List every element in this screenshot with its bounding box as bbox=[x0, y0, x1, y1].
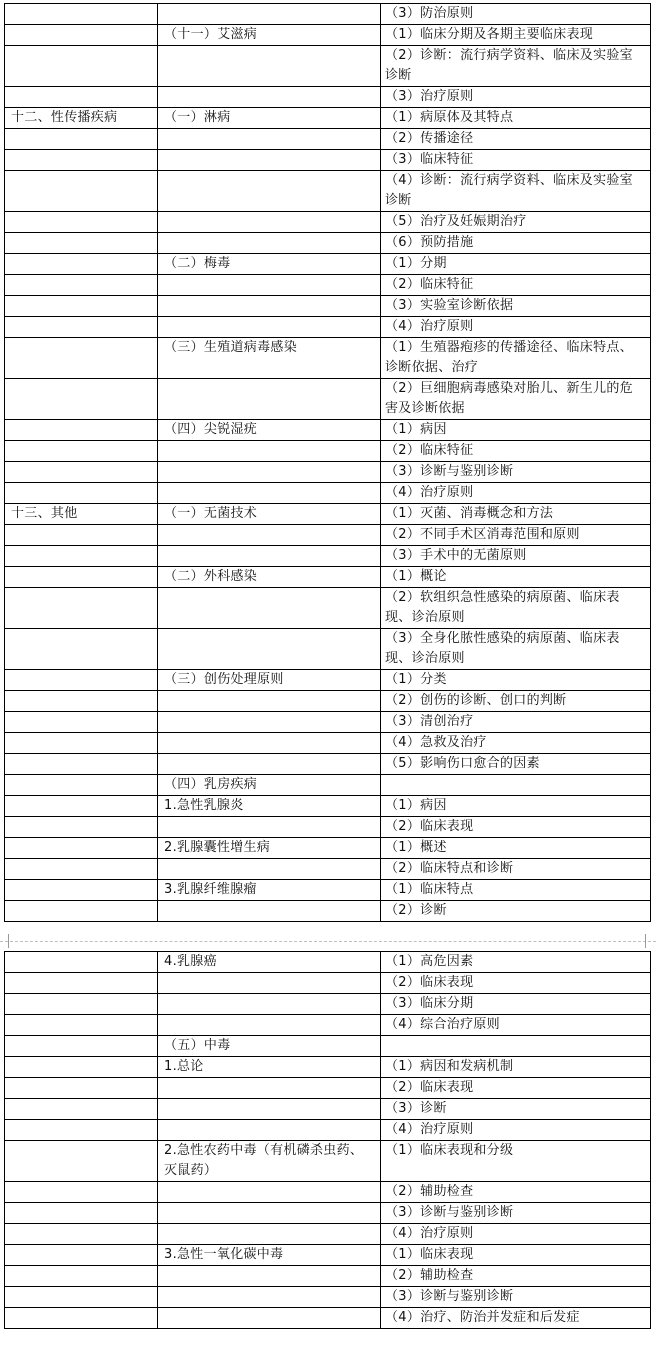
subtopic-cell: （3）实验室诊断依据 bbox=[381, 296, 651, 317]
category-cell bbox=[5, 691, 158, 712]
topic-cell: （二）梅毒 bbox=[158, 254, 381, 275]
table-row bbox=[5, 546, 651, 567]
table-row bbox=[5, 1057, 651, 1078]
category-cell bbox=[5, 317, 158, 338]
topic-cell bbox=[158, 441, 381, 462]
subtopic-cell: （1）病原体及其特点 bbox=[381, 108, 651, 129]
table-row bbox=[5, 483, 651, 504]
subtopic-cell: （1）临床特点 bbox=[381, 880, 651, 901]
subtopic-cell: （2）传播途径 bbox=[381, 129, 651, 150]
category-cell bbox=[5, 1141, 158, 1182]
subtopic-cell: （4）诊断：流行病学资料、临床及实验室诊断 bbox=[381, 171, 651, 212]
subtopic-cell: （3）临床特征 bbox=[381, 150, 651, 171]
table-row bbox=[5, 880, 651, 901]
subtopic-cell: （2）临床特点和诊断 bbox=[381, 859, 651, 880]
topic-cell: （四）乳房疾病 bbox=[158, 775, 381, 796]
subtopic-cell: （1）高危因素 bbox=[381, 952, 651, 973]
topic-cell bbox=[158, 483, 381, 504]
subtopic-cell: （2）临床表现 bbox=[381, 817, 651, 838]
subtopic-cell: （3）全身化脓性感染的病原菌、临床表现、诊治原则 bbox=[381, 629, 651, 670]
table-row bbox=[5, 296, 651, 317]
category-cell bbox=[5, 462, 158, 483]
table-row bbox=[5, 441, 651, 462]
table-row bbox=[5, 171, 651, 212]
category-cell bbox=[5, 1203, 158, 1224]
subtopic-cell: （2）临床表现 bbox=[381, 1078, 651, 1099]
table-row bbox=[5, 317, 651, 338]
subtopic-cell: （2）创伤的诊断、创口的判断 bbox=[381, 691, 651, 712]
category-cell bbox=[5, 952, 158, 973]
category-cell bbox=[5, 1099, 158, 1120]
subtopic-cell: （2）临床特征 bbox=[381, 441, 651, 462]
category-cell bbox=[5, 129, 158, 150]
category-cell bbox=[5, 838, 158, 859]
topic-cell bbox=[158, 1266, 381, 1287]
subtopic-cell: （1）病因和发病机制 bbox=[381, 1057, 651, 1078]
topic-cell bbox=[158, 901, 381, 922]
topic-cell: 1.总论 bbox=[158, 1057, 381, 1078]
table-body bbox=[5, 952, 651, 1329]
table-row bbox=[5, 973, 651, 994]
topic-cell bbox=[158, 317, 381, 338]
subtopic-cell: （3）诊断 bbox=[381, 1099, 651, 1120]
table-row bbox=[5, 1245, 651, 1266]
topic-cell bbox=[158, 275, 381, 296]
category-cell bbox=[5, 567, 158, 588]
category-cell bbox=[5, 817, 158, 838]
topic-cell: 4.乳腺癌 bbox=[158, 952, 381, 973]
subtopic-cell bbox=[381, 1036, 651, 1057]
topic-cell: 2.急性农药中毒（有机磷杀虫药、灭鼠药） bbox=[158, 1141, 381, 1182]
table-row bbox=[5, 901, 651, 922]
category-cell bbox=[5, 859, 158, 880]
subtopic-cell: （1）病因 bbox=[381, 420, 651, 441]
topic-cell bbox=[158, 212, 381, 233]
subtopic-cell: （2）巨细胞病毒感染对胎儿、新生儿的危害及诊断依据 bbox=[381, 379, 651, 420]
table-row bbox=[5, 46, 651, 87]
table-row bbox=[5, 129, 651, 150]
category-cell bbox=[5, 483, 158, 504]
topic-cell bbox=[158, 87, 381, 108]
table-row bbox=[5, 1036, 651, 1057]
topic-cell bbox=[158, 379, 381, 420]
category-cell bbox=[5, 901, 158, 922]
topic-cell: （三）创伤处理原则 bbox=[158, 670, 381, 691]
subtopic-cell: （3）临床分期 bbox=[381, 994, 651, 1015]
table-row bbox=[5, 525, 651, 546]
table-row bbox=[5, 754, 651, 775]
category-cell: 十三、其他 bbox=[5, 504, 158, 525]
table-row bbox=[5, 150, 651, 171]
subtopic-cell: （4）治疗原则 bbox=[381, 317, 651, 338]
category-cell bbox=[5, 733, 158, 754]
subtopic-cell: （2）临床表现 bbox=[381, 973, 651, 994]
table-row bbox=[5, 1203, 651, 1224]
topic-cell bbox=[158, 233, 381, 254]
subtopic-cell: （1）概述 bbox=[381, 838, 651, 859]
category-cell bbox=[5, 588, 158, 629]
topic-cell bbox=[158, 754, 381, 775]
subtopic-cell: （2）诊断 bbox=[381, 901, 651, 922]
table-body bbox=[5, 4, 651, 922]
table-row bbox=[5, 775, 651, 796]
table-row bbox=[5, 338, 651, 379]
table-row bbox=[5, 25, 651, 46]
subtopic-cell: （2）不同手术区消毒范围和原则 bbox=[381, 525, 651, 546]
topic-cell bbox=[158, 973, 381, 994]
category-cell bbox=[5, 1120, 158, 1141]
topic-cell bbox=[158, 629, 381, 670]
topic-cell bbox=[158, 1015, 381, 1036]
topic-cell: （二）外科感染 bbox=[158, 567, 381, 588]
table-row bbox=[5, 859, 651, 880]
topic-cell: 1.急性乳腺炎 bbox=[158, 796, 381, 817]
table-row bbox=[5, 462, 651, 483]
table-row bbox=[5, 817, 651, 838]
subtopic-cell: （1）临床表现和分级 bbox=[381, 1141, 651, 1182]
table-row bbox=[5, 712, 651, 733]
category-cell bbox=[5, 546, 158, 567]
subtopic-cell: （4）治疗原则 bbox=[381, 1120, 651, 1141]
table-row bbox=[5, 4, 651, 25]
subtopic-cell: （1）分类 bbox=[381, 670, 651, 691]
category-cell bbox=[5, 1287, 158, 1308]
category-cell bbox=[5, 379, 158, 420]
topic-cell bbox=[158, 1287, 381, 1308]
page-break-divider bbox=[0, 941, 656, 943]
topic-cell bbox=[158, 994, 381, 1015]
subtopic-cell: （3）清创治疗 bbox=[381, 712, 651, 733]
topic-cell bbox=[158, 1308, 381, 1329]
topic-cell bbox=[158, 1120, 381, 1141]
topic-cell bbox=[158, 733, 381, 754]
topic-cell: （十一）艾滋病 bbox=[158, 25, 381, 46]
table-row bbox=[5, 275, 651, 296]
subtopic-cell: （4）综合治疗原则 bbox=[381, 1015, 651, 1036]
subtopic-cell: （1）生殖器疱疹的传播途径、临床特点、诊断依据、治疗 bbox=[381, 338, 651, 379]
category-cell bbox=[5, 275, 158, 296]
table-row bbox=[5, 420, 651, 441]
category-cell bbox=[5, 796, 158, 817]
category-cell bbox=[5, 254, 158, 275]
subtopic-cell bbox=[381, 775, 651, 796]
table-row bbox=[5, 588, 651, 629]
table-row bbox=[5, 1120, 651, 1141]
topic-cell bbox=[158, 1078, 381, 1099]
topic-cell bbox=[158, 4, 381, 25]
syllabus-table-page-1 bbox=[4, 3, 651, 922]
topic-cell bbox=[158, 525, 381, 546]
topic-cell: （一）无菌技术 bbox=[158, 504, 381, 525]
topic-cell: （四）尖锐湿疣 bbox=[158, 420, 381, 441]
table-row bbox=[5, 212, 651, 233]
topic-cell bbox=[158, 1203, 381, 1224]
table-row bbox=[5, 1182, 651, 1203]
subtopic-cell: （1）分期 bbox=[381, 254, 651, 275]
category-cell bbox=[5, 46, 158, 87]
topic-cell: 2.乳腺囊性增生病 bbox=[158, 838, 381, 859]
syllabus-table-page-2 bbox=[4, 951, 651, 1329]
table-row bbox=[5, 1224, 651, 1245]
topic-cell bbox=[158, 859, 381, 880]
topic-cell bbox=[158, 817, 381, 838]
table-row bbox=[5, 87, 651, 108]
category-cell bbox=[5, 1308, 158, 1329]
category-cell bbox=[5, 754, 158, 775]
category-cell bbox=[5, 1036, 158, 1057]
table-row bbox=[5, 1099, 651, 1120]
topic-cell bbox=[158, 546, 381, 567]
category-cell bbox=[5, 233, 158, 254]
subtopic-cell: （5）治疗及妊娠期治疗 bbox=[381, 212, 651, 233]
table-row bbox=[5, 1266, 651, 1287]
topic-cell: （三）生殖道病毒感染 bbox=[158, 338, 381, 379]
category-cell bbox=[5, 87, 158, 108]
topic-cell: 3.乳腺纤维腺瘤 bbox=[158, 880, 381, 901]
subtopic-cell: （2）软组织急性感染的病原菌、临床表现、诊治原则 bbox=[381, 588, 651, 629]
topic-cell bbox=[158, 129, 381, 150]
topic-cell bbox=[158, 46, 381, 87]
category-cell bbox=[5, 670, 158, 691]
subtopic-cell: （3）诊断与鉴别诊断 bbox=[381, 1287, 651, 1308]
topic-cell bbox=[158, 1099, 381, 1120]
table-row bbox=[5, 952, 651, 973]
table-row bbox=[5, 994, 651, 1015]
page-break-marker bbox=[8, 934, 15, 948]
subtopic-cell: （1）病因 bbox=[381, 796, 651, 817]
subtopic-cell: （3）手术中的无菌原则 bbox=[381, 546, 651, 567]
subtopic-cell: （2）辅助检查 bbox=[381, 1182, 651, 1203]
category-cell bbox=[5, 420, 158, 441]
category-cell bbox=[5, 1245, 158, 1266]
table-row bbox=[5, 1078, 651, 1099]
topic-cell: （一）淋病 bbox=[158, 108, 381, 129]
category-cell bbox=[5, 775, 158, 796]
subtopic-cell: （3）诊断与鉴别诊断 bbox=[381, 462, 651, 483]
table-row bbox=[5, 1287, 651, 1308]
category-cell bbox=[5, 1015, 158, 1036]
topic-cell bbox=[158, 462, 381, 483]
subtopic-cell: （3）诊断与鉴别诊断 bbox=[381, 1203, 651, 1224]
table-row bbox=[5, 796, 651, 817]
topic-cell bbox=[158, 588, 381, 629]
category-cell bbox=[5, 1266, 158, 1287]
table-row bbox=[5, 108, 651, 129]
table-row bbox=[5, 504, 651, 525]
topic-cell: （五）中毒 bbox=[158, 1036, 381, 1057]
category-cell bbox=[5, 1224, 158, 1245]
table-row bbox=[5, 567, 651, 588]
topic-cell bbox=[158, 712, 381, 733]
table-row bbox=[5, 670, 651, 691]
subtopic-cell: （3）防治原则 bbox=[381, 4, 651, 25]
table-row bbox=[5, 733, 651, 754]
topic-cell: 3.急性一氧化碳中毒 bbox=[158, 1245, 381, 1266]
table-row bbox=[5, 233, 651, 254]
topic-cell bbox=[158, 150, 381, 171]
subtopic-cell: （6）预防措施 bbox=[381, 233, 651, 254]
table-row bbox=[5, 1308, 651, 1329]
category-cell: 十二、性传播疾病 bbox=[5, 108, 158, 129]
subtopic-cell: （3）治疗原则 bbox=[381, 87, 651, 108]
subtopic-cell: （4）急救及治疗 bbox=[381, 733, 651, 754]
category-cell bbox=[5, 1057, 158, 1078]
category-cell bbox=[5, 994, 158, 1015]
page-break-marker bbox=[645, 934, 652, 948]
table-row bbox=[5, 691, 651, 712]
subtopic-cell: （4）治疗、防治并发症和后发症 bbox=[381, 1308, 651, 1329]
category-cell bbox=[5, 973, 158, 994]
category-cell bbox=[5, 296, 158, 317]
subtopic-cell: （2）临床特征 bbox=[381, 275, 651, 296]
category-cell bbox=[5, 4, 158, 25]
category-cell bbox=[5, 212, 158, 233]
subtopic-cell: （5）影响伤口愈合的因素 bbox=[381, 754, 651, 775]
subtopic-cell: （2）辅助检查 bbox=[381, 1266, 651, 1287]
table-row bbox=[5, 1141, 651, 1182]
table-row bbox=[5, 254, 651, 275]
subtopic-cell: （1）灭菌、消毒概念和方法 bbox=[381, 504, 651, 525]
subtopic-cell: （4）治疗原则 bbox=[381, 483, 651, 504]
subtopic-cell: （1）概论 bbox=[381, 567, 651, 588]
category-cell bbox=[5, 880, 158, 901]
subtopic-cell: （2）诊断：流行病学资料、临床及实验室诊断 bbox=[381, 46, 651, 87]
subtopic-cell: （1）临床分期及各期主要临床表现 bbox=[381, 25, 651, 46]
subtopic-cell: （1）临床表现 bbox=[381, 1245, 651, 1266]
category-cell bbox=[5, 338, 158, 379]
category-cell bbox=[5, 441, 158, 462]
table-row bbox=[5, 629, 651, 670]
category-cell bbox=[5, 1182, 158, 1203]
category-cell bbox=[5, 25, 158, 46]
category-cell bbox=[5, 1078, 158, 1099]
table-row bbox=[5, 1015, 651, 1036]
topic-cell bbox=[158, 1224, 381, 1245]
table-row bbox=[5, 379, 651, 420]
topic-cell bbox=[158, 171, 381, 212]
category-cell bbox=[5, 150, 158, 171]
category-cell bbox=[5, 525, 158, 546]
topic-cell bbox=[158, 296, 381, 317]
subtopic-cell: （4）治疗原则 bbox=[381, 1224, 651, 1245]
category-cell bbox=[5, 171, 158, 212]
category-cell bbox=[5, 629, 158, 670]
category-cell bbox=[5, 712, 158, 733]
table-row bbox=[5, 838, 651, 859]
topic-cell bbox=[158, 691, 381, 712]
topic-cell bbox=[158, 1182, 381, 1203]
